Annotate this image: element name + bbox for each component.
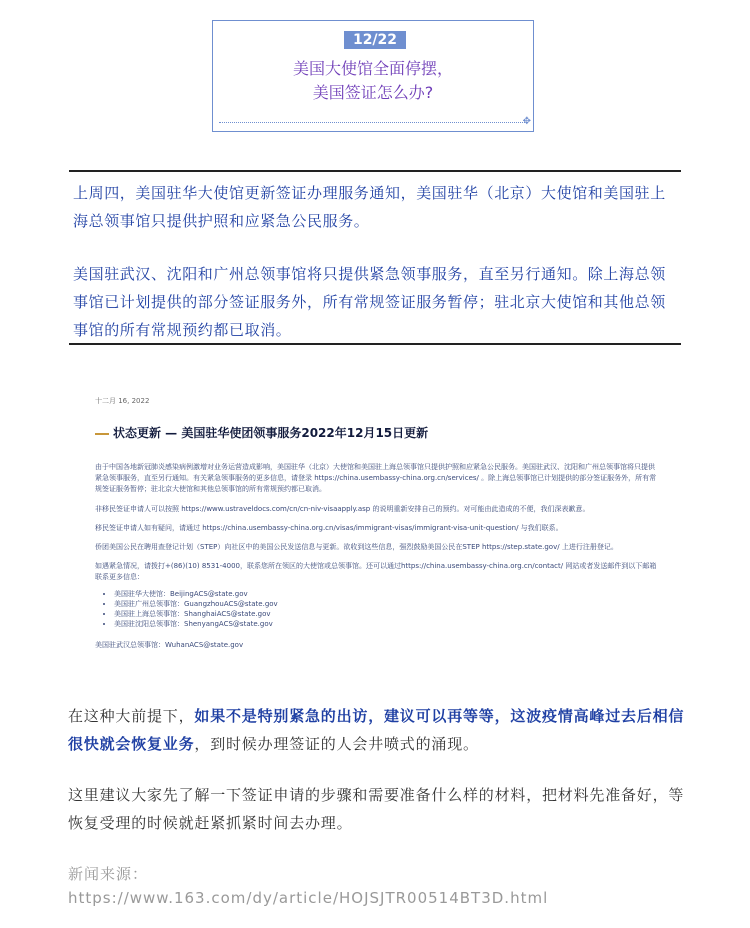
body-paragraph-2: 这里建议大家先了解一下签证申请的步骤和需要准备什么样的材料，把材料先准备好，等恢复受理的时候就赶紧抓紧时间去办理。 [68, 786, 685, 832]
header-date-badge: 12/22 [344, 31, 406, 49]
quote-block [69, 170, 681, 345]
notice-paragraph-4: 侨团美国公民在聘用查登记计划（STEP）向社区中的美国公民发送信息与更新。欲收到这些信息，强烈鼓励美国公民在STEP https://step.state.gov/ 上进行注册登记。 [95, 543, 618, 551]
source-label: 新闻来源： [68, 865, 149, 883]
list-item: • 美国驻上海总领事馆：ShanghaiACS@state.gov [114, 609, 278, 619]
notice-paragraph-2: 非移民签证申请人可以按照 https://www.ustraveldocs.com/cn/cn-niv-visaapply.asp 的说明重新安排自己的预约。对可能由此造成的不便，我们深表歉意。 [95, 505, 590, 513]
notice-paragraph-5: 如遇紧急情况，请拨打+(86)(10) 8531-4000，联系您所在领区的大使馆或总领事馆。还可以通过https://china.usembassy-china.org.cn/contact/ 网站或者发送邮件到以下邮箱联系更多信息： [95, 562, 657, 581]
body-p1-suffix: ，到时候办理签证的人会井喷式的涌现。 [194, 735, 479, 753]
quote-paragraph-1: 上周四，美国驻华大使馆更新签证办理服务通知，美国驻华（北京）大使馆和美国驻上海总领事馆只提供护照和应紧急公民服务。 [73, 184, 666, 230]
notice-wuhan-contact: 美国驻武汉总领事馆：WuhanACS@state.gov [95, 641, 244, 649]
notice-paragraph-3: 移民签证申请人如有疑问，请通过 https://china.usembassy-china.org.cn/visas/immigrant-visas/immigrant-visa-unit-question/ 与我们联系。 [95, 524, 563, 532]
notice-date: 十二月 16, 2022 [95, 397, 150, 405]
notice-paragraph-1: 由于中国各地新冠肺炎感染病例激增对业务运营造成影响，美国驻华（北京）大使馆和美国驻上海总领事馆只提供护照和应紧急公民服务。美国驻武汉、沈阳和广州总领事馆将只提供紧急领事服务，直至另行通知。有关紧急领事服务的更多信息，请登录 https://china.usembassy-china.org.cn/services/ 。除上海总领事馆已计划提供的部分签证服务外，所有常规签证服务暂停；驻北京大使馆和其他总领事馆的所有常规预约都已取消。 [95, 463, 657, 493]
notice-title-text: 状态更新 — 美国驻华使团领事服务2022年12月15日更新 [113, 426, 429, 440]
header-dotted-divider [219, 122, 527, 123]
body-p1-prefix: 在这种大前提下， [68, 707, 195, 725]
quote-paragraph-2: 美国驻武汉、沈阳和广州总领事馆将只提供紧急领事服务，直至另行通知。除上海总领事馆已计划提供的部分签证服务外，所有常规签证服务暂停；驻北京大使馆和其他总领事馆的所有常规预约都已取消。 [73, 265, 666, 339]
list-item: • 美国驻华大使馆：BeijingACS@state.gov [114, 589, 278, 599]
header-box [212, 20, 534, 132]
embassy-notice-screenshot [90, 390, 665, 655]
list-item: • 美国驻广州总领事馆：GuangzhouACS@state.gov [114, 599, 278, 609]
crosshair-icon: ✥ [522, 116, 531, 127]
notice-contact-list [104, 589, 278, 629]
source-url[interactable]: https://www.163.com/dy/article/HOJSJTR00514BT3D.html [68, 889, 549, 907]
notice-title [95, 428, 428, 439]
list-item: • 美国驻沈阳总领事馆：ShenyangACS@state.gov [114, 619, 278, 629]
body-p1-emphasis: 如果不是特别紧急的出访，建议可以再等等，这波疫情高峰过去后相信很快就会恢复业务 [68, 707, 685, 753]
header-title: 美国大使馆全面停摆， 美国签证怎么办? [292, 59, 453, 102]
body-paragraph-1 [68, 702, 686, 758]
title-accent-bar [95, 433, 109, 435]
